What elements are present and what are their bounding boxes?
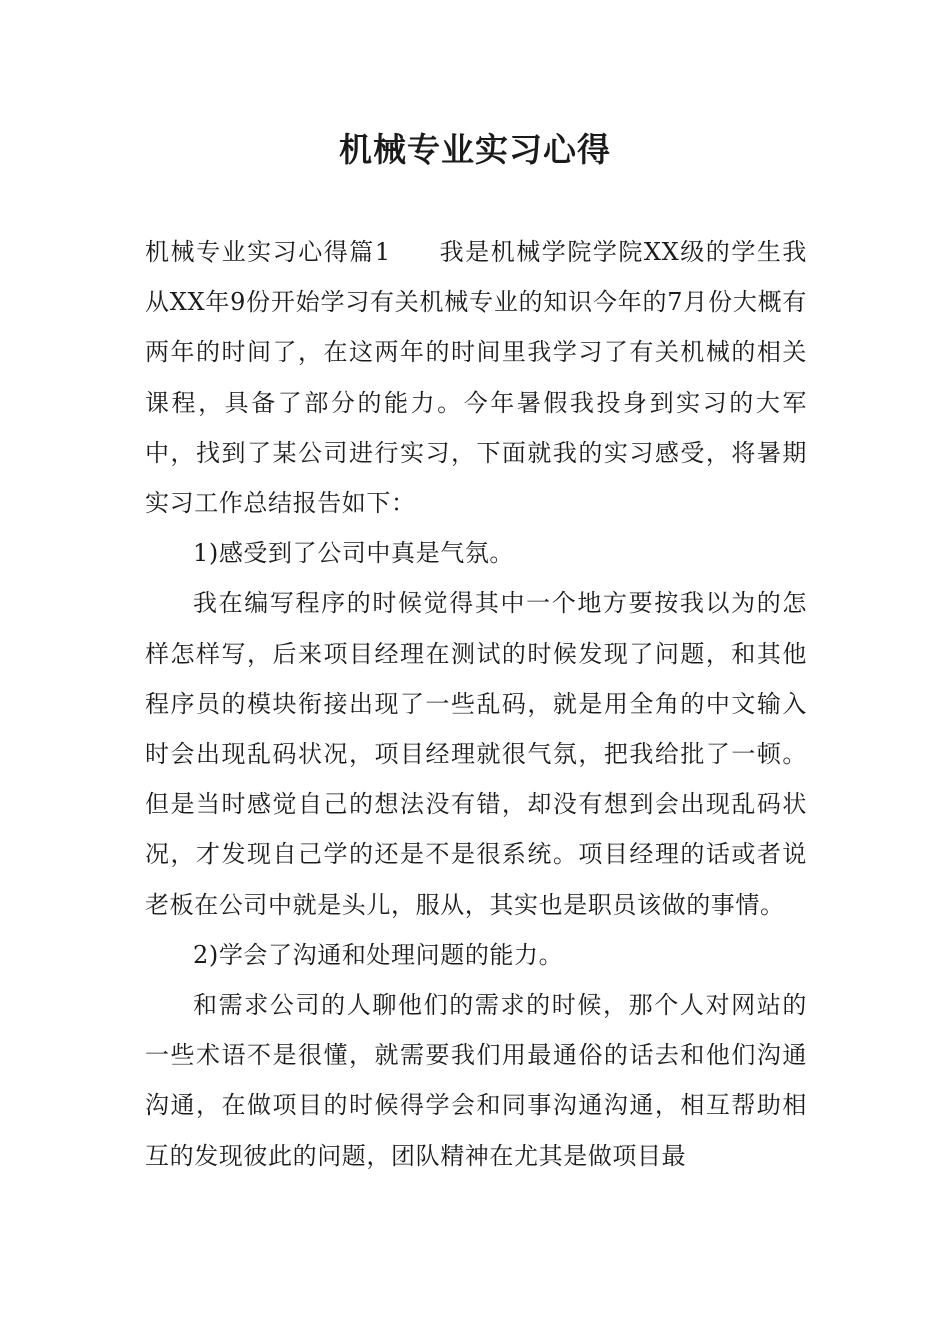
- body-paragraph: 和需求公司的人聊他们的需求的时候，那个人对网站的一些术语不是很懂，就需要我们用最通俗的话去和他们沟通沟通，在做项目的时候得学会和同事沟通沟通，相互帮助相互的发现彼此的问题，团队精神在尤其是做项目最: [145, 991, 807, 1170]
- intro-text: 我是机械学院学院XX级的学生我从XX年9份开始学习有关机械专业的知识今年的7月份大概有两年的时间了，在这两年的时间里我学习了有关机械的相关课程，具备了部分的能力。今年暑假我投身到实习的大军中，找到了某公司进行实习，下面就我的实习感受，将暑期实习工作总结报告如下：: [145, 238, 807, 518]
- document-body: [145, 227, 807, 1181]
- intro-heading: 机械专业实习心得篇1: [145, 238, 391, 266]
- intro-paragraph: [145, 227, 807, 528]
- section-heading-2: 2)学会了沟通和处理问题的能力。: [193, 940, 564, 969]
- section-heading-1: 1)感受到了公司中真是气氛。: [193, 539, 515, 568]
- document-title: 机械专业实习心得: [339, 130, 611, 169]
- body-paragraph: 我在编写程序的时候觉得其中一个地方要按我以为的怎样怎样写，后来项目经理在测试的时候发现了问题，和其他程序员的模块衔接出现了一些乱码，就是用全角的中文输入时会出现乱码状况，项目经理就很气氛，把我给批了一顿。但是当时感觉自己的想法没有错，却没有想到会出现乱码状况，才发现自己学的还是不是很系统。项目经理的话或者说老板在公司中就是头儿，服从，其实也是职员该做的事情。: [145, 589, 807, 919]
